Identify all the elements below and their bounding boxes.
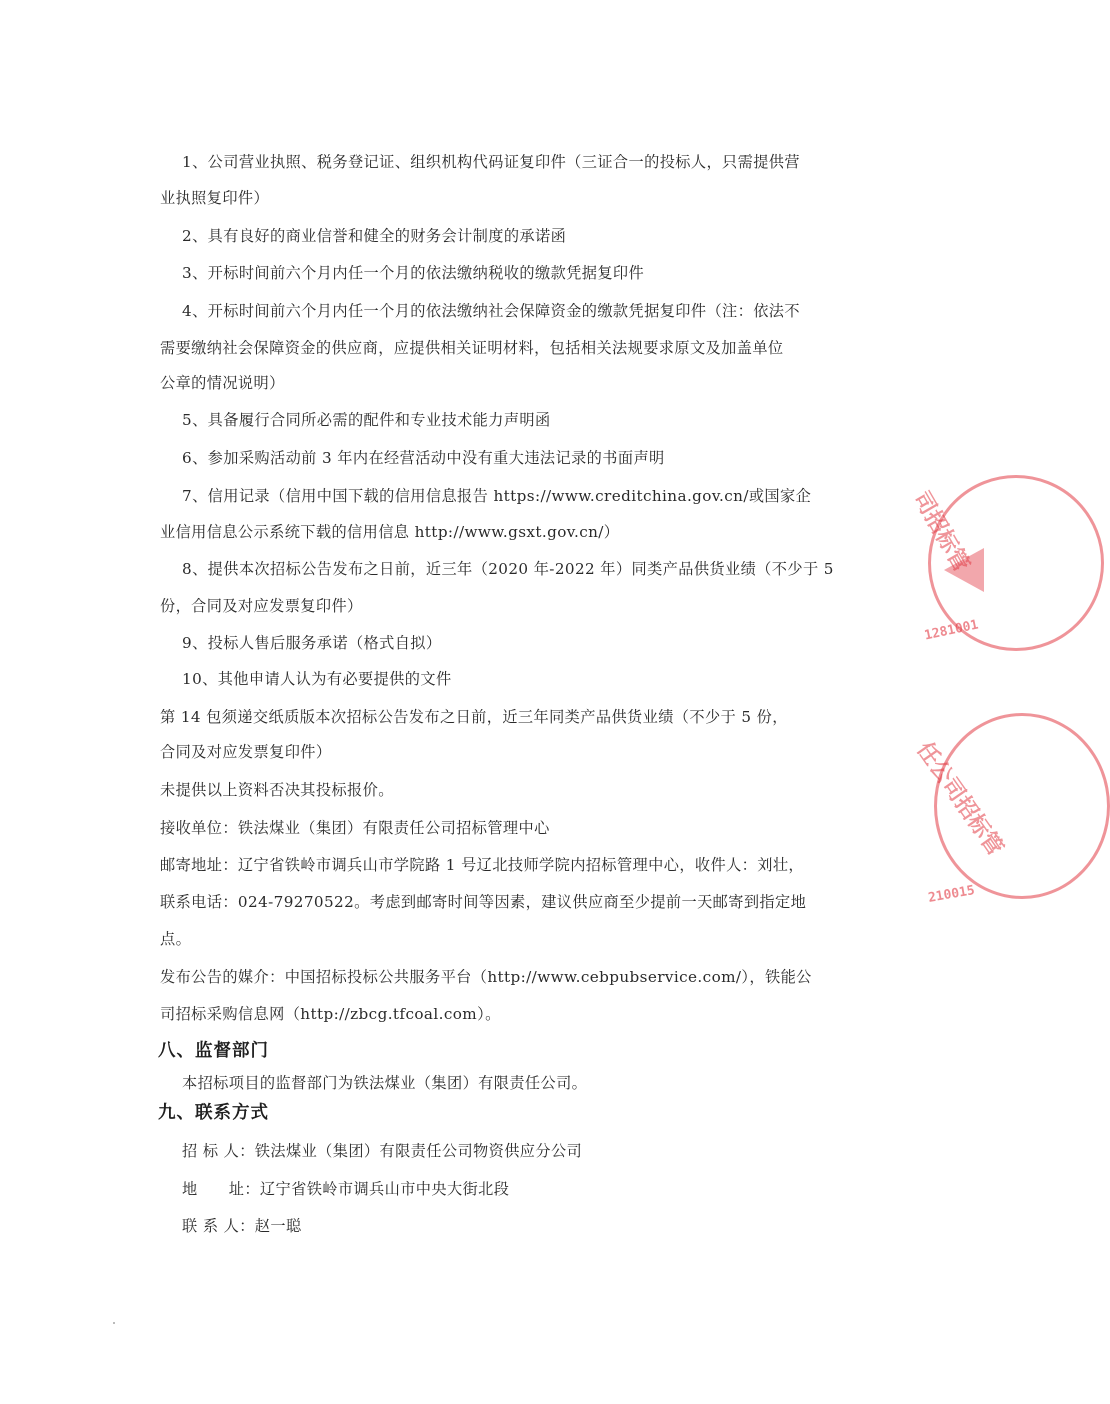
supervision-text: 本招标项目的监督部门为铁法煤业（集团）有限责任公司。: [182, 1074, 588, 1092]
text-line: 合同及对应发票复印件）: [160, 743, 332, 761]
seal-stamp-top: [908, 465, 992, 675]
stamp-number: 210015: [927, 883, 976, 906]
text-line: 司招标采购信息网（http://zbcg.tfcoal.com）。: [160, 1005, 501, 1023]
seal-stamp-bottom: [911, 705, 1008, 915]
text-line: 联系电话：024-79270522。考虑到邮寄时间等因素，建议供应商至少提前一天邮寄到指定地: [160, 893, 807, 911]
text-line: 点。: [160, 930, 192, 948]
text-line: 邮寄地址：辽宁省铁岭市调兵山市学院路 1 号辽北技师学院内招标管理中心，收件人：刘壮，: [160, 856, 805, 874]
text-line: 6、参加采购活动前 3 年内在经营活动中没有重大违法记录的书面声明: [182, 449, 665, 467]
contact-person: 联 系 人：赵一聪: [182, 1217, 302, 1235]
text-line: 10、其他申请人认为有必要提供的文件: [182, 670, 452, 688]
text-line: 5、具备履行合同所必需的配件和专业技术能力声明函: [182, 411, 551, 429]
text-line: 第 14 包须递交纸质版本次招标公告发布之日前，近三年同类产品供货业绩（不少于 5 份，: [160, 708, 788, 726]
section-heading-supervision: 八、监督部门: [158, 1041, 269, 1061]
text-line: 1、公司营业执照、税务登记证、组织机构代码证复印件（三证合一的投标人，只需提供营: [182, 153, 800, 171]
contact-tenderer: 招 标 人：铁法煤业（集团）有限责任公司物资供应分公司: [182, 1142, 583, 1160]
text-line: 需要缴纳社会保障资金的供应商，应提供相关证明材料，包括相关法规要求原文及加盖单位: [160, 339, 784, 357]
text-line: 公章的情况说明）: [160, 374, 285, 392]
text-line: 3、开标时间前六个月内任一个月的依法缴纳税收的缴款凭据复印件: [182, 264, 645, 282]
text-line: 接收单位：铁法煤业（集团）有限责任公司招标管理中心: [160, 819, 550, 837]
text-line: 8、提供本次招标公告发布之日前，近三年（2020 年-2022 年）同类产品供货业绩（不少于 5: [182, 560, 834, 578]
text-line: 份，合同及对应发票复印件）: [160, 597, 363, 615]
text-line: 未提供以上资料否决其投标报价。: [160, 781, 394, 799]
stamp-text: 任公司招标管: [911, 737, 1008, 861]
text-line: 7、信用记录（信用中国下载的信用信息报告 https://www.creditchina.gov.cn/或国家企: [182, 487, 812, 505]
scan-speck: [113, 1322, 115, 1324]
contact-address: 地 址：辽宁省铁岭市调兵山市中央大街北段: [182, 1180, 510, 1198]
stamp-number: 1281001: [923, 617, 980, 644]
text-line: 发布公告的媒介：中国招标投标公共服务平台（http://www.cebpubservice.com/），铁能公: [160, 968, 812, 986]
stamp-star-icon: [944, 548, 984, 592]
text-line: 4、开标时间前六个月内任一个月的依法缴纳社会保障资金的缴款凭据复印件（注：依法不: [182, 302, 800, 320]
text-line: 业执照复印件）: [160, 189, 270, 207]
text-line: 2、具有良好的商业信誉和健全的财务会计制度的承诺函: [182, 227, 567, 245]
text-line: 9、投标人售后服务承诺（格式自拟）: [182, 634, 442, 652]
text-line: 业信用信息公示系统下载的信用信息 http://www.gsxt.gov.cn/）: [160, 523, 620, 541]
section-heading-contact: 九、联系方式: [158, 1103, 269, 1123]
stamp-text: 司招标管: [908, 487, 974, 577]
